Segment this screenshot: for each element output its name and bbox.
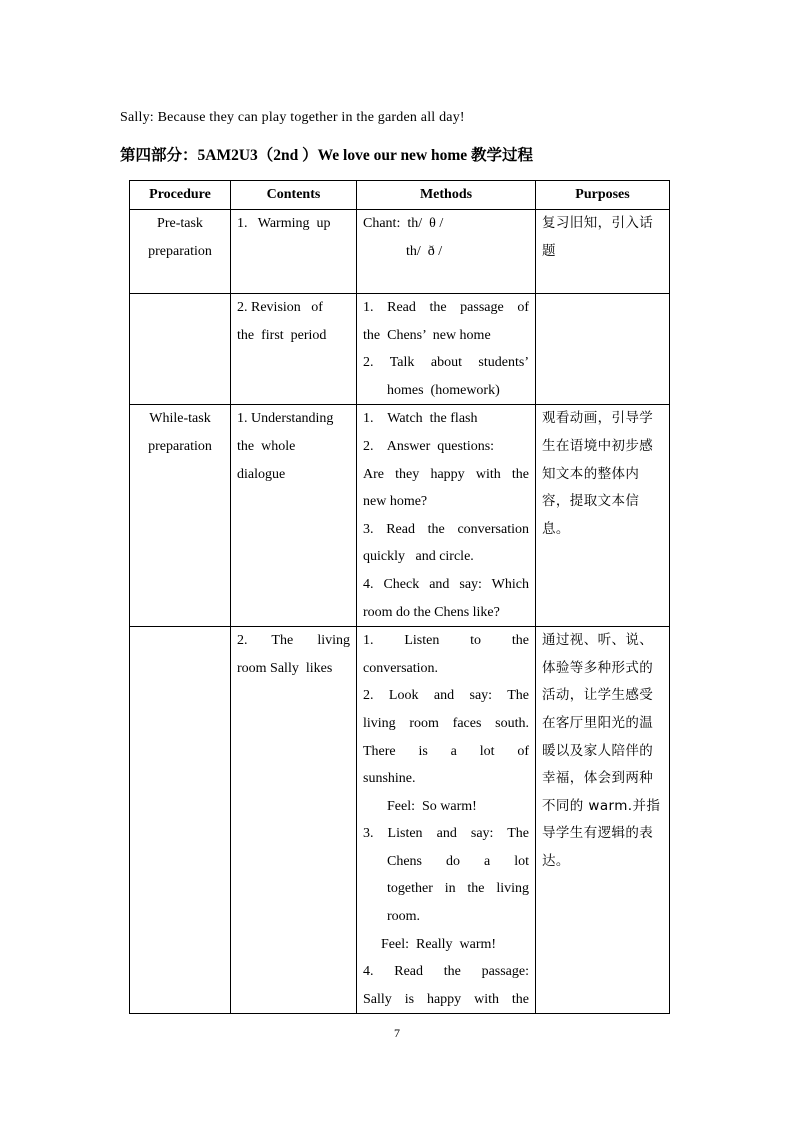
purposes-line: 不同的 warm.并指 [542, 797, 661, 814]
header-purposes: Purposes [536, 181, 670, 210]
methods-line: Chens do a lot [387, 853, 529, 869]
methods-line: Feel: Really warm! [381, 936, 497, 952]
purposes-line: 题 [542, 242, 556, 259]
procedure-cell [130, 210, 231, 294]
procedure-cell [130, 627, 231, 1014]
methods-cell [357, 405, 536, 627]
procedure-line: preparation [148, 243, 212, 259]
methods-line: 4. Check and say: Which [363, 576, 529, 592]
purposes-line: 生在语境中初步感 [542, 437, 654, 454]
contents-line: the whole [237, 438, 296, 454]
purposes-line: 体验等多种形式的 [542, 659, 654, 676]
purposes-line: 容，提取文本信 [542, 493, 640, 510]
methods-cell [357, 210, 536, 294]
methods-line: 1. Watch the flash [363, 411, 478, 427]
procedure-line: preparation [148, 438, 212, 454]
contents-line: room Sally likes [237, 660, 333, 676]
methods-line: 4. Read the passage: [363, 964, 529, 980]
methods-line: homes (homework) [387, 382, 500, 398]
methods-line: 1. Read the passage of [363, 300, 529, 315]
methods-line: Are they happy with the [363, 466, 529, 482]
methods-line: 3. Listen and say: The [363, 826, 529, 842]
methods-line: together in the living [387, 881, 529, 897]
procedure-cell [130, 294, 231, 405]
table-row [130, 210, 670, 294]
methods-line: 1. Listen to the [363, 633, 529, 649]
section-heading: 第四部分：5AM2U3（2nd ）We love our new home 教学过程 [120, 147, 534, 164]
contents-line: 1. Understanding [237, 411, 334, 427]
procedure-cell [130, 405, 231, 627]
contents-line: 2. Revision of [237, 300, 323, 315]
procedure-line: Pre-task [157, 216, 203, 231]
purposes-line: 导学生有逻辑的表 [542, 825, 654, 842]
methods-line: Chant: th/ θ / [363, 216, 444, 231]
contents-cell [231, 210, 357, 294]
methods-line: sunshine. [363, 771, 416, 787]
methods-cell [357, 294, 536, 405]
table-row [130, 405, 670, 627]
teaching-process-table [129, 180, 670, 1014]
table-row [130, 627, 670, 1014]
methods-line: 3. Read the conversation [363, 521, 529, 537]
purposes-cell [536, 627, 670, 1014]
purposes-line: 在客厅里阳光的温 [542, 714, 654, 731]
methods-line: Sally is happy with the [363, 991, 529, 1007]
contents-cell [231, 405, 357, 627]
methods-cell [357, 627, 536, 1014]
header-procedure: Procedure [130, 181, 231, 210]
purposes-line: 活动，让学生感受 [542, 687, 654, 704]
methods-line: conversation. [363, 660, 439, 676]
purposes-line: 达。 [542, 852, 570, 869]
contents-line: 1. Warming up [237, 216, 331, 231]
contents-cell [231, 294, 357, 405]
page-number: 7 [394, 1026, 400, 1040]
purposes-line: 复习旧知，引入话 [542, 215, 654, 231]
purposes-cell [536, 210, 670, 294]
methods-line: Feel: So warm! [387, 798, 477, 814]
methods-line: the Chens’ new home [363, 327, 491, 343]
table-row [130, 294, 670, 405]
contents-line: the first period [237, 327, 327, 343]
contents-line: dialogue [237, 466, 286, 482]
methods-line: living room faces south. [363, 715, 529, 731]
contents-line: 2. The living [237, 633, 350, 649]
purposes-line: 息。 [542, 520, 570, 537]
table-header-row [130, 181, 670, 210]
purposes-cell [536, 294, 670, 405]
procedure-line: While-task [149, 411, 211, 427]
methods-line: 2. Talk about students’ [363, 355, 529, 371]
purposes-line: 知文本的整体内 [542, 465, 640, 482]
purposes-line: 幸福，体会到两种 [542, 770, 654, 787]
purposes-cell [536, 405, 670, 627]
purposes-line: 暖以及家人陪伴的 [542, 742, 654, 759]
methods-line: quickly and circle. [363, 549, 474, 565]
methods-line: room do the Chens like? [363, 604, 500, 620]
intro-line: Sally: Because they can play together in the garden all day! [120, 110, 465, 125]
purposes-line: 通过视、听、说、 [542, 632, 654, 649]
header-contents: Contents [231, 181, 357, 210]
methods-line: room. [387, 909, 421, 925]
purposes-line: 观看动画，引导学 [542, 410, 654, 427]
methods-line: th/ ð / [406, 243, 443, 259]
methods-line: new home? [363, 494, 428, 510]
methods-line: 2. Look and say: The [363, 688, 529, 704]
header-methods: Methods [357, 181, 536, 210]
contents-cell [231, 627, 357, 1014]
methods-line: 2. Answer questions: [363, 438, 495, 454]
methods-line: There is a lot of [363, 743, 529, 759]
